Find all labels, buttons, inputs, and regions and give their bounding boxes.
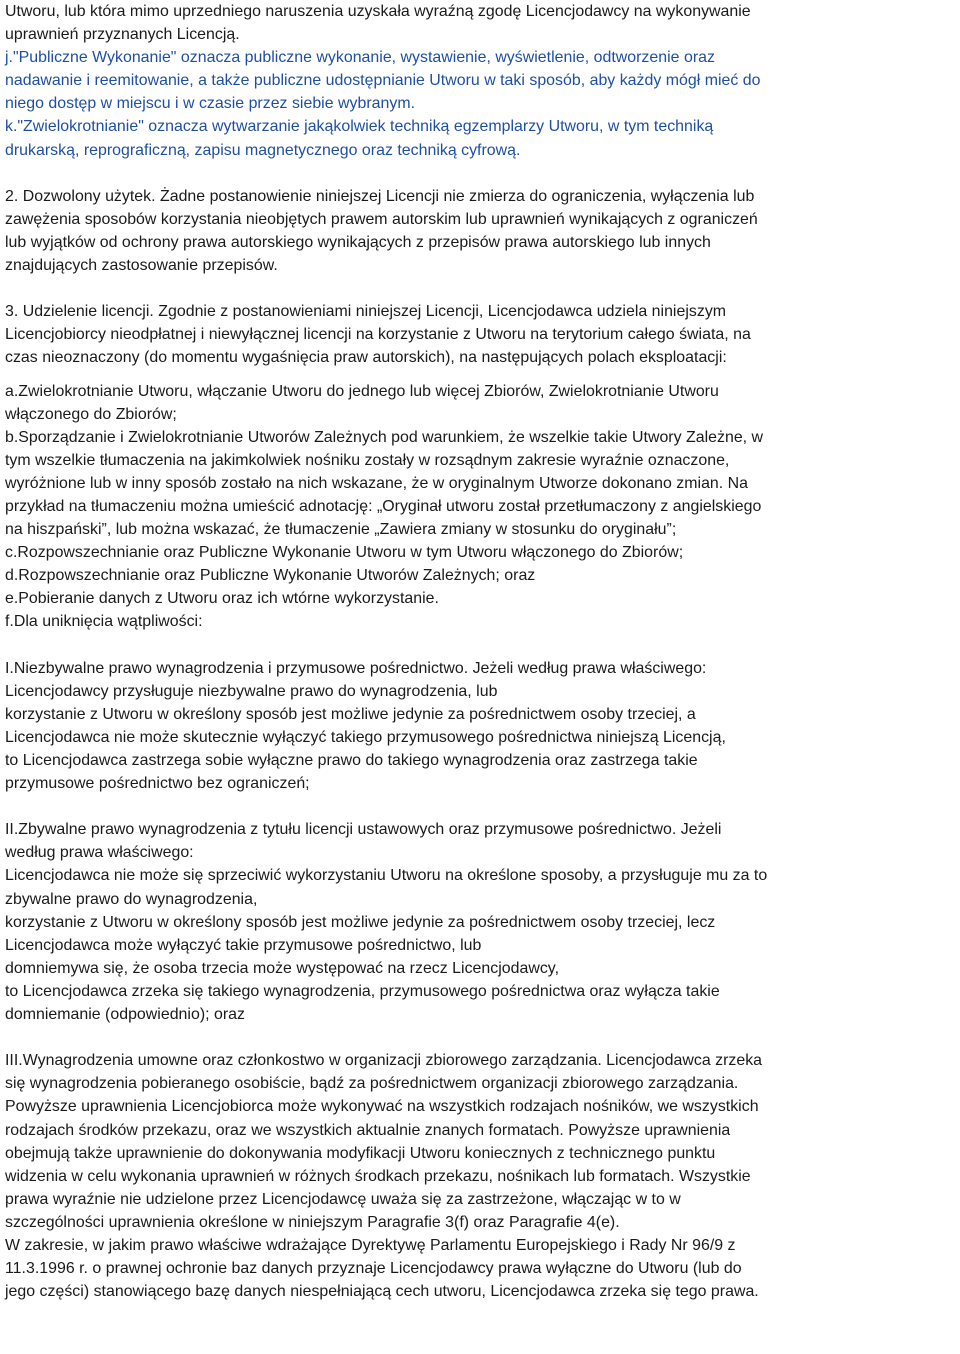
text-line: Licencjobiorcy nieodpłatnej i niewyłącznej licencji na korzystanie z Utworu na terytorium całego świata, na [5, 326, 751, 344]
text-line: korzystanie z Utworu w określony sposób jest możliwe jedynie za pośrednictwem osoby trzeciej, a [5, 705, 696, 723]
text-line: f.Dla uniknięcia wątpliwości: [5, 613, 203, 631]
text-line: korzystanie z Utworu w określony sposób jest możliwe jedynie za pośrednictwem osoby trzeciej, lecz [5, 913, 716, 931]
paragraph-item-III [5, 1049, 957, 1303]
text-line: drukarską, reprograficzną, zapisu magnetycznego oraz techniką cyfrową. [5, 141, 521, 159]
text-line: to Licencjodawca zrzeka się takiego wynagrodzenia, przymusowego pośrednictwa oraz wyłącza takie [5, 982, 720, 1000]
text-line: włączonego do Zbiorów; [5, 405, 177, 423]
paragraph-def-k [5, 115, 957, 161]
paragraph-spacer [5, 162, 957, 185]
text-line: Utworu, lub która mimo uprzedniego naruszenia uzyskała wyraźną zgodę Licencjodawcy na wykonywanie [5, 3, 751, 20]
paragraph-spacer [5, 277, 957, 300]
text-line: Licencjodawca nie może się sprzeciwić wykorzystaniu Utworu na określone sposoby, a przysługuje mu za to [5, 867, 768, 885]
text-line: wyróżnione lub w inny sposób zostało na nich wskazane, że w oryginalnym Utworze dokonano zmian. Na [5, 474, 749, 492]
text-line: się wynagrodzenia pobieranego osobiście, bądź za pośrednictwem organizacji zbiorowego zarządzania. [5, 1075, 739, 1093]
text-line: b.Sporządzanie i Zwielokrotnianie Utworów Zależnych pod warunkiem, że wszelkie takie Utwory Zależne, w [5, 428, 764, 446]
text-line: przymusowe pośrednictwo bez ograniczeń; [5, 775, 310, 793]
text-line: j."Publiczne Wykonanie" oznacza publiczne wykonanie, wystawienie, wyświetlenie, odtworzenie oraz [5, 49, 715, 67]
text-line: jego części) stanowiącego bazę danych niespełniającą cech utworu, Licencjodawca zrzeka się tego prawa. [5, 1283, 759, 1301]
paragraph-spacer [5, 634, 957, 657]
paragraph-item-II [5, 818, 957, 1026]
text-line: na hiszpański”, lub można wskazać, że tłumaczenie „Zawiera zmiany w stosunku do oryginału”; [5, 521, 677, 539]
text-line: 2. Dozwolony użytek. Żadne postanowienie niniejszej Licencji nie zmierza do ograniczenia, wyłączenia lub [5, 187, 755, 205]
text-line: szczególności uprawnienia określone w niniejszym Paragrafie 3(f) oraz Paragrafie 4(e). [5, 1213, 620, 1231]
text-line: rodzajach środków przekazu, oraz we wszystkich aktualnie znanych formatach. Powyższe uprawnienia [5, 1121, 731, 1139]
text-line: widzenia w celu wykonania uprawnień w różnych środkach przekazu, nośnikach lub formatach. Wszystkie [5, 1167, 751, 1185]
paragraph-sec-3 [5, 300, 957, 369]
text-line: znajdujących zastosowanie przepisów. [5, 257, 278, 275]
text-line: domniemanie (odpowiednio); oraz [5, 1006, 245, 1024]
text-line: Licencjodawca może wyłączyć takie przymusowe pośrednictwo, lub [5, 936, 482, 954]
text-line: 3. Udzielenie licencji. Zgodnie z postanowieniami niniejszej Licencji, Licencjodawca udziela niniejszym [5, 303, 727, 321]
paragraph-spacer [5, 1026, 957, 1049]
text-line: to Licencjodawca zastrzega sobie wyłączne prawo do takiego wynagrodzenia oraz zastrzega takie [5, 752, 698, 769]
text-line: 11.3.1996 r. o prawnej ochronie baz danych przyznaje Licencjodawcy prawa wyłączne do Utworu (lub do [5, 1260, 742, 1278]
paragraph-sec-2 [5, 185, 957, 277]
text-line: przykład na tłumaczeniu można umieścić adnotację: „Oryginał utworu został przetłumaczony z angielskiego [5, 497, 762, 515]
text-line: e.Pobieranie danych z Utworu oraz ich wtórne wykorzystanie. [5, 590, 439, 608]
text-line: czas nieoznaczony (do momentu wygaśnięcia praw autorskich), na następujących polach eksploatacji: [5, 349, 727, 367]
text-line: k."Zwielokrotnianie" oznacza wytwarzanie jakąkolwiek techniką egzemplarzy Utworu, w tym techniką [5, 118, 714, 136]
text-line: Powyższe uprawnienia Licencjobiorca może wykonywać na wszystkich rodzajach nośników, we wszystkich [5, 1098, 759, 1116]
text-line: zawężenia sposobów korzystania nieobjętych prawem autorskim lub uprawnień wynikających z ograniczeń [5, 210, 758, 228]
text-line: lub wyjątków od ochrony prawa autorskiego wynikających z przepisów prawa autorskiego lub innych [5, 233, 711, 251]
text-line: c.Rozpowszechnianie oraz Publiczne Wykonanie Utworu w tym Utworu włączonego do Zbiorów; [5, 544, 684, 562]
text-line: obejmują także uprawnienie do dokonywania modyfikacji Utworu koniecznych z technicznego punktu [5, 1144, 716, 1162]
text-line: nadawanie i reemitowanie, a także publiczne udostępnianie Utworu w taki sposób, aby każdy mógł mieć do [5, 72, 761, 90]
text-line: II.Zbywalne prawo wynagrodzenia z tytułu licencji ustawowych oraz przymusowe pośrednictwo. Jeżeli [5, 821, 722, 839]
text-line: I.Niezbywalne prawo wynagrodzenia i przymusowe pośrednictwo. Jeżeli według prawa właściwego: [5, 659, 707, 677]
text-line: tym wszelkie tłumaczenia na jakimkolwiek nośniku zostały w rozsądnym zakresie wyraźnie oznaczone, [5, 451, 730, 469]
text-line: domniemywa się, że osoba trzecia może występować na rzecz Licencjodawcy, [5, 959, 560, 977]
paragraph-spacer [5, 795, 957, 818]
text-line: Licencjodawca nie może skutecznie wyłączyć takiego przymusowego pośrednictwa niniejszą Licencją, [5, 728, 726, 746]
paragraph-intro [5, 0, 957, 46]
text-line: zbywalne prawo do wynagrodzenia, [5, 890, 258, 908]
text-line: Licencjodawcy przysługuje niezbywalne prawo do wynagrodzenia, lub [5, 682, 498, 700]
text-line: III.Wynagrodzenia umowne oraz członkostwo w organizacji zbiorowego zarządzania. Licencjodawca zrzeka [5, 1052, 763, 1070]
paragraph-def-j [5, 46, 957, 115]
text-line: niego dostęp w miejscu i w czasie przez siebie wybranym. [5, 95, 416, 113]
text-line: według prawa właściwego: [5, 844, 194, 862]
text-line: a.Zwielokrotnianie Utworu, włączanie Utworu do jednego lub więcej Zbiorów, Zwielokrotnianie Utworu [5, 382, 719, 400]
text-line: prawa wyraźnie nie udzielone przez Licencjodawcę uważa się za zastrzeżone, włączając w to w [5, 1190, 681, 1208]
paragraph-list-a-f [5, 380, 957, 634]
license-document [5, 0, 957, 1303]
paragraph-item-I [5, 657, 957, 796]
text-line: W zakresie, w jakim prawo właściwe wdrażające Dyrektywę Parlamentu Europejskiego i Rady Nr 96/9 z [5, 1236, 736, 1254]
text-line: d.Rozpowszechnianie oraz Publiczne Wykonanie Utworów Zależnych; oraz [5, 567, 536, 585]
paragraph-spacer [5, 370, 957, 380]
text-line: uprawnień przyznanych Licencją. [5, 26, 240, 44]
